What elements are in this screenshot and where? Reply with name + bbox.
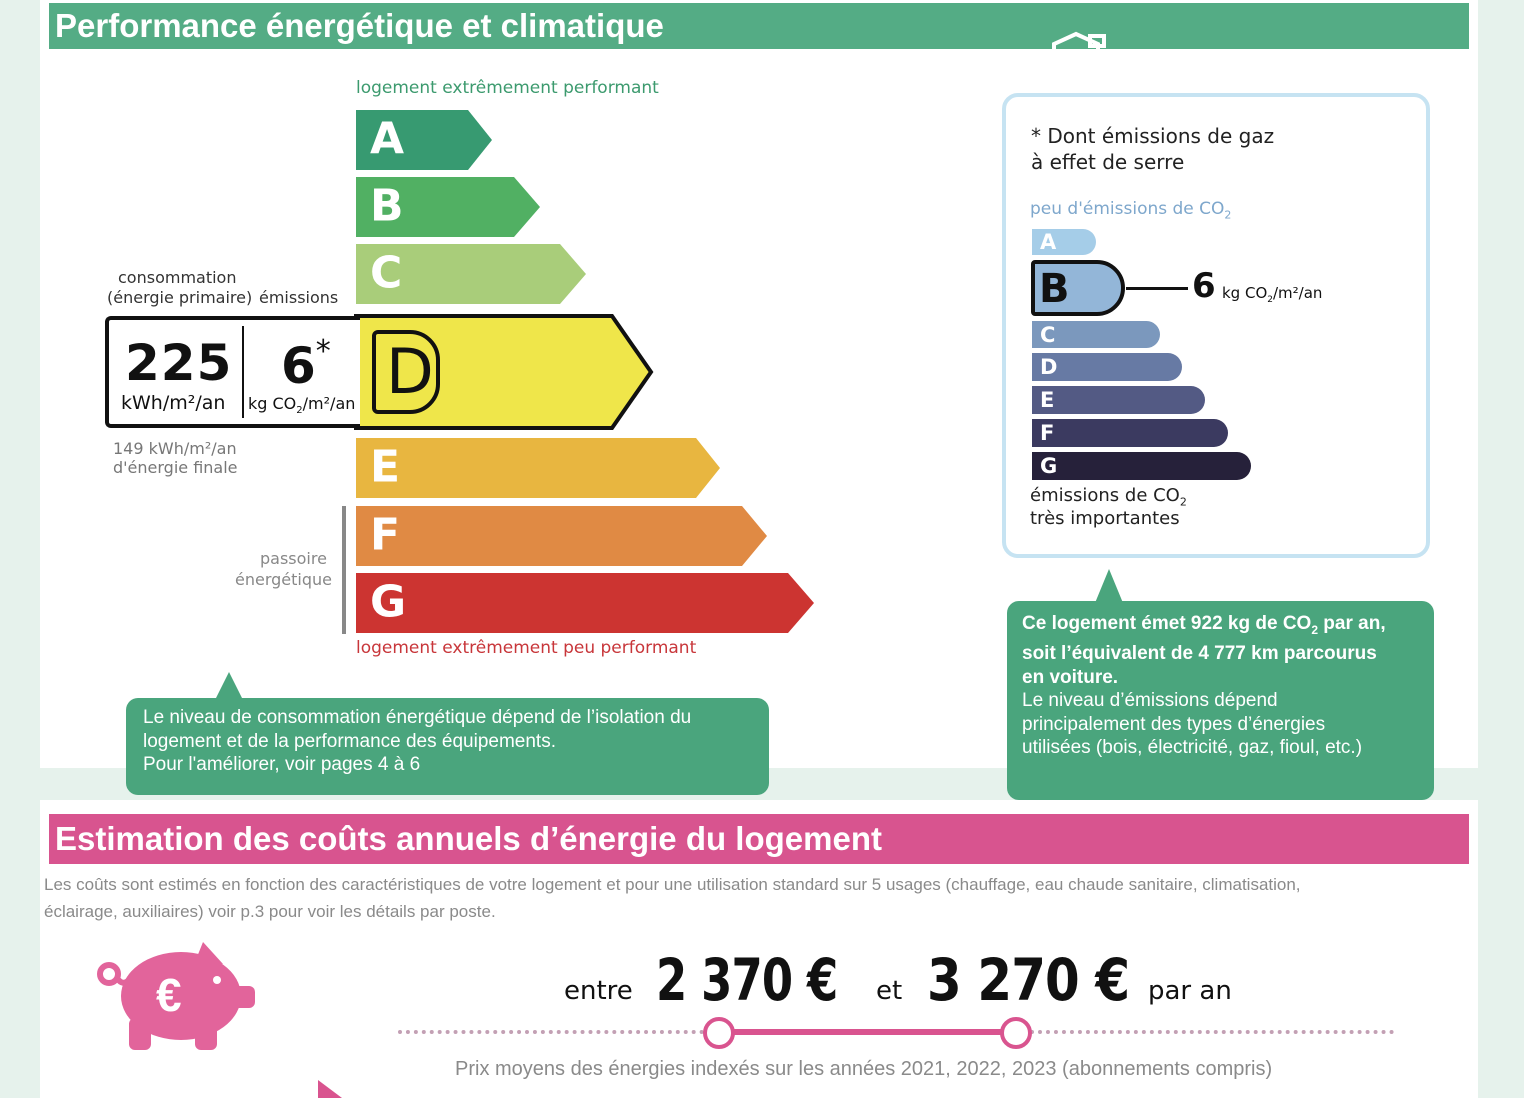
ghg-bar-f: F xyxy=(1032,419,1228,447)
ghg-info-bubble xyxy=(1007,601,1434,800)
ghg-top-caption: peu d'émissions de $CO_2$ xyxy=(1030,199,1232,222)
bubble-tip xyxy=(1095,569,1123,603)
value-divider xyxy=(242,326,244,418)
consumption-header-2: (énergie primaire) xyxy=(107,288,253,307)
final-energy-1: 149 kWh/m²/an xyxy=(113,439,237,458)
cost-footnote: Prix moyens des énergies indexés sur les années 2021, 2022, 2023 (abonnements compris) xyxy=(455,1058,1273,1080)
ghg-bottom-caption-1: émissions de $CO_2$ xyxy=(1030,485,1187,509)
ghg-bar-a: A xyxy=(1032,229,1096,255)
ghg-bubble-line1: Ce logement émet 922 kg de $CO_2$ par an, xyxy=(1022,613,1386,637)
passoire-1: passoire xyxy=(260,549,327,568)
costs-description-2: éclairage, auxiliaires) voir p.3 pour voir les détails par poste. xyxy=(44,902,496,921)
cost-range-high-marker xyxy=(1000,1017,1032,1049)
cost-per-year-label: par an xyxy=(1148,976,1232,1006)
cost-low-value: 2 370 € xyxy=(656,946,838,1014)
consumption-header-1: consommation xyxy=(118,268,237,287)
emissions-unit: kg $CO_2/m^2/an$ xyxy=(248,394,356,417)
dpe-letter-c: C xyxy=(370,247,403,299)
dpe-bottom-caption: logement extrêmement peu performant xyxy=(356,638,697,658)
ghg-bubble-line4: Le niveau d’émissions dépend xyxy=(1022,690,1278,712)
passoire-bracket xyxy=(342,506,346,634)
dpe-current-class: D xyxy=(386,335,434,408)
ghg-note-1: * Dont émissions de gaz xyxy=(1031,124,1275,148)
ghg-current-class: B xyxy=(1039,266,1070,312)
house-icon xyxy=(1046,30,1116,54)
costs-title: Estimation des coûts annuels d’énergie du logement xyxy=(49,814,1469,864)
dpe-letter-a: A xyxy=(370,113,405,165)
cost-range-dots-right xyxy=(1030,1030,1394,1034)
ghg-unit: kg $CO_2/m^2/an$ xyxy=(1222,284,1323,305)
ghg-bubble-line3: en voiture. xyxy=(1022,666,1119,688)
emissions-star: * xyxy=(315,334,331,369)
cost-high-value: 3 270 € xyxy=(927,946,1130,1014)
consumption-bubble-line3: Pour l'améliorer, voir pages 4 à 6 xyxy=(143,754,421,775)
dpe-letter-f: F xyxy=(370,509,401,561)
emissions-value: 6* xyxy=(281,334,331,395)
ghg-note-2: à effet de serre xyxy=(1031,150,1185,174)
piggy-euro-symbol: € xyxy=(156,969,182,1021)
pink-arrow-icon xyxy=(316,1078,346,1098)
ghg-value: 6 xyxy=(1192,266,1216,306)
consumption-bubble-line1: Le niveau de consommation énergétique dépend de l’isolation du xyxy=(143,707,692,728)
dpe-bar-f xyxy=(356,506,767,566)
cost-and-label: et xyxy=(876,976,903,1006)
consumption-value: 225 xyxy=(125,334,233,392)
dpe-top-caption: logement extrêmement performant xyxy=(356,78,659,98)
consumption-unit: kWh/m²/an xyxy=(121,392,226,414)
cost-range-line xyxy=(730,1029,1004,1035)
dpe-letter-g: G xyxy=(370,576,407,628)
cost-range-dots-left xyxy=(398,1030,704,1034)
costs-description-1: Les coûts sont estimés en fonction des caractéristiques de votre logement et pour une utilisation standard sur 5 usages (chauffage, eau chaude sanitaire, climatisation, xyxy=(44,875,1301,894)
dpe-letter-e: E xyxy=(370,441,401,493)
ghg-bar-d: D xyxy=(1032,353,1182,381)
ghg-bubble-line2: soit l’équivalent de 4 777 km parcourus xyxy=(1022,643,1377,665)
passoire-2: énergétique xyxy=(235,570,332,589)
ghg-bottom-caption-2: très importantes xyxy=(1030,508,1180,529)
ghg-bar-e: E xyxy=(1032,386,1205,414)
dpe-value-box xyxy=(105,316,360,428)
dpe-bar-g xyxy=(356,573,814,633)
ghg-bar-g: G xyxy=(1032,452,1251,480)
performance-title: Performance énergétique et climatique xyxy=(49,3,1469,49)
ghg-bubble-line6: utilisées (bois, électricité, gaz, fioul, etc.) xyxy=(1022,737,1363,759)
cost-range-low-marker xyxy=(703,1017,735,1049)
emissions-header: émissions xyxy=(259,288,339,307)
dpe-current-class-badge xyxy=(372,330,440,414)
final-energy-2: d'énergie finale xyxy=(113,458,238,477)
ghg-current-class-badge xyxy=(1031,260,1125,316)
cost-between-label: entre xyxy=(564,976,633,1006)
consumption-bubble-line2: logement et de la performance des équipements. xyxy=(143,730,556,752)
ghg-bar-c: C xyxy=(1032,321,1160,348)
consumption-info-bubble xyxy=(126,698,769,795)
dpe-letter-b: B xyxy=(370,180,404,232)
ghg-bubble-line5: principalement des types d’énergies xyxy=(1022,713,1326,735)
ghg-value-connector xyxy=(1126,287,1188,290)
bubble-tip xyxy=(215,672,243,700)
